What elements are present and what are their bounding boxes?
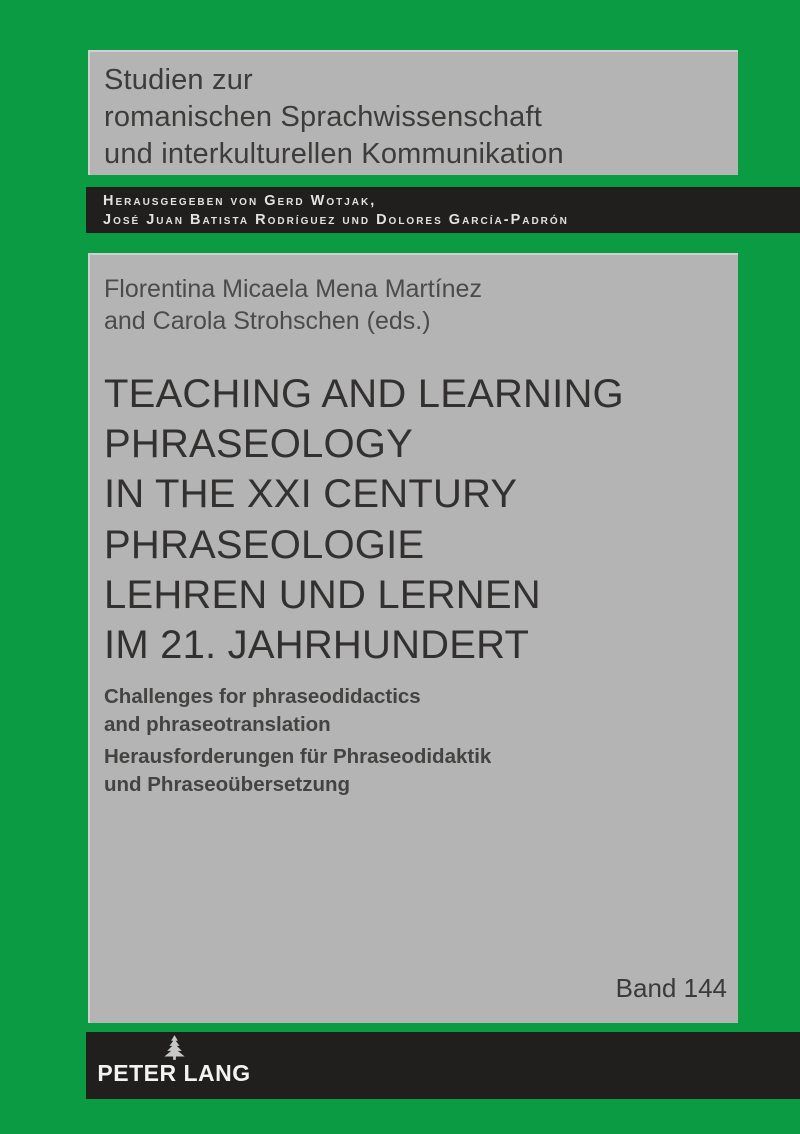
subtitle-english-line: Challenges for phraseodidactics: [104, 685, 421, 708]
series-title-line: und interkulturellen Kommunikation: [104, 138, 564, 170]
subtitle-english: [104, 683, 421, 739]
author-line: and Carola Strohschen (eds.): [104, 307, 431, 335]
title-english-line: TEACHING AND LEARNING: [104, 372, 624, 416]
title-german-line: LEHREN UND LERNEN: [104, 573, 541, 617]
title-german: [104, 520, 541, 670]
subtitle-german: [104, 743, 491, 799]
title-english-line: PHRASEOLOGY: [104, 422, 413, 466]
publisher-bar: [86, 1032, 800, 1099]
title-german-line: IM 21. JAHRHUNDERT: [104, 623, 530, 667]
series-title-box: [88, 50, 738, 175]
subtitle-german-line: Herausforderungen für Phraseodidaktik: [104, 745, 492, 768]
subtitle-german-line: und Phraseoübersetzung: [104, 773, 351, 796]
author-names: [104, 273, 482, 337]
publisher-logo: [98, 1035, 250, 1087]
publisher-name: PETER LANG: [97, 1060, 251, 1086]
title-german-line: PHRASEOLOGIE: [104, 523, 425, 567]
subtitle-english-line: and phraseotranslation: [104, 713, 331, 736]
title-english: [104, 369, 624, 519]
title-english-line: IN THE XXI CENTURY: [104, 472, 518, 516]
editors-line: José Juan Batista Rodríguez und Dolores García-Padrón: [103, 212, 569, 228]
editors-line: Herausgegeben von Gerd Wotjak,: [103, 193, 377, 209]
series-title-line: Studien zur: [104, 64, 253, 96]
author-line: Florentina Micaela Mena Martínez: [104, 275, 482, 303]
fir-tree-icon: [161, 1035, 188, 1060]
main-panel: [88, 253, 738, 1023]
editors-bar: [86, 187, 800, 233]
series-title-line: romanischen Sprachwissenschaft: [104, 101, 542, 133]
band-number: Band 144: [615, 973, 727, 1003]
